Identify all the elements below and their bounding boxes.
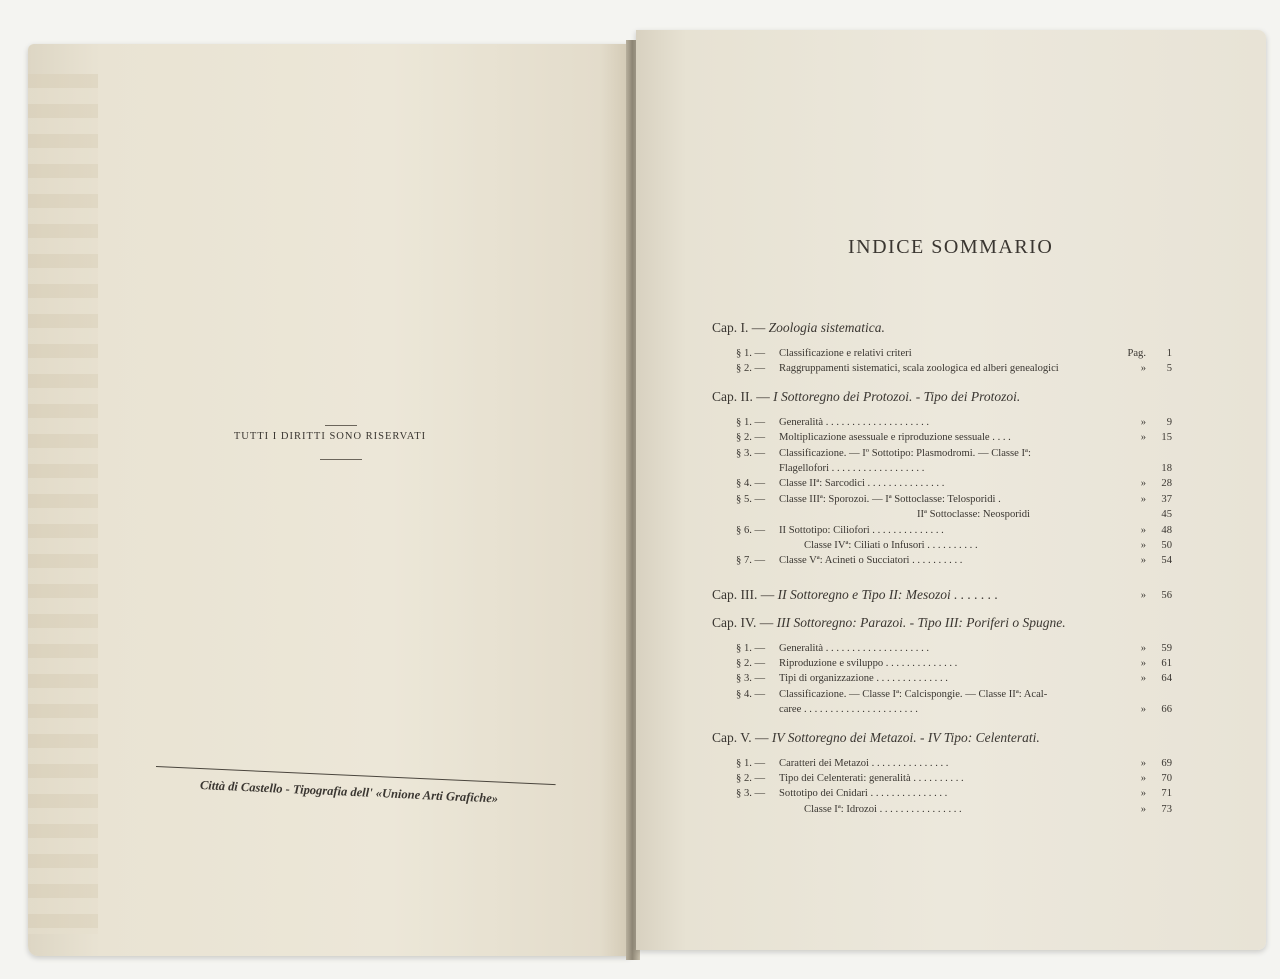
page-prefix: » [1140, 363, 1146, 375]
section-number: § 4. — [736, 688, 766, 700]
section-title: Riproduzione e sviluppo . . . . . . . . . . . . . . [779, 658, 958, 670]
section-title: Classificazione. — Classe Iª: Calcispongie. — Classe IIª: Acal- [779, 688, 1048, 700]
chapter-page-number: 56 [1161, 589, 1172, 601]
page-number: 9 [1166, 416, 1172, 428]
section-number: § 2. — [736, 363, 766, 375]
page-prefix: » [1140, 757, 1146, 769]
chapter-label: Cap. III. — [712, 586, 775, 602]
toc-entry [712, 492, 1172, 507]
section-title: Generalità . . . . . . . . . . . . . . . . . . . . [779, 642, 930, 654]
page-number: 54 [1161, 555, 1172, 567]
toc-entry [712, 786, 1172, 801]
section-title: Classificazione. — Iº Sottotipo: Plasmodromi. — Classe Iª: [779, 447, 1031, 459]
section-number: § 2. — [736, 432, 766, 444]
chapter-title: IV Sottoregno dei Metazoi. - IV Tipo: Celenterati. [771, 729, 1040, 745]
page-prefix: » [1140, 673, 1146, 685]
section-number: § 4. — [736, 478, 766, 490]
toc-entry [712, 553, 1172, 568]
section-number: § 3. — [736, 447, 766, 459]
section-number: § 2. — [736, 658, 766, 670]
page-prefix: » [1140, 788, 1146, 800]
page-number: 15 [1161, 432, 1172, 444]
page-number: 28 [1161, 478, 1172, 490]
toc-chapter [712, 730, 1172, 818]
toc-entry [712, 476, 1172, 491]
toc-entry [712, 641, 1172, 656]
page-prefix: » [1140, 642, 1146, 654]
toc-entry [712, 771, 1172, 786]
show-through-title [250, 200, 284, 274]
section-number: § 6. — [736, 524, 766, 536]
chapter-title: II Sottoregno e Tipo II: Mesozoi . . . . . . . [777, 586, 998, 602]
chapter-title: Zoologia sistematica. [768, 320, 885, 335]
toc-entry [712, 461, 1172, 476]
rights-notice: TUTTI I DIRITTI SONO RISERVATI [233, 431, 427, 442]
section-title: Raggruppamenti sistematici, scala zoologica ed alberi genealogici [779, 363, 1059, 375]
section-number: § 3. — [736, 673, 766, 685]
chapter-label: Cap. I. — [712, 320, 766, 335]
toc-entry [712, 687, 1172, 702]
chapter-heading [712, 389, 1172, 405]
left-page [28, 44, 630, 956]
toc-entry [712, 361, 1172, 376]
toc-entry [712, 346, 1172, 361]
chapter-label: Cap. IV. — [712, 614, 774, 630]
section-title: II Sottotipo: Ciliofori . . . . . . . . . . . . . . [779, 524, 944, 536]
toc-chapter [712, 615, 1172, 718]
section-number: § 3. — [736, 788, 766, 800]
section-number: § 2. — [736, 773, 766, 785]
chapter-heading [712, 587, 1172, 603]
toc-entry [712, 523, 1172, 538]
toc-entry [712, 802, 1172, 817]
section-number: § 7. — [736, 555, 766, 567]
page-prefix: » [1140, 803, 1146, 815]
chapter-heading [712, 730, 1172, 746]
section-title: Classe IIIª: Sporozoi. — Iª Sottoclasse: Telosporidi . [779, 493, 1001, 505]
chapter-title: I Sottoregno dei Protozoi. - Tipo dei Protozoi. [773, 388, 1021, 404]
toc-entry [712, 430, 1172, 445]
chapter-heading [712, 615, 1172, 631]
rights-rule-top [325, 425, 357, 426]
page-number: 69 [1161, 757, 1172, 769]
toc-entry [712, 446, 1172, 461]
page-number: 48 [1161, 524, 1172, 536]
page-prefix: » [1140, 704, 1146, 716]
toc-chapter [712, 389, 1172, 569]
page-prefix: » [1140, 773, 1146, 785]
section-title: Generalità . . . . . . . . . . . . . . . . . . . . [779, 416, 930, 428]
toc-title: INDICE SOMMARIO [848, 236, 1054, 258]
section-title: Caratteri dei Metazoi . . . . . . . . . . . . . . . [779, 757, 949, 769]
page-prefix: » [1140, 539, 1146, 551]
page-prefix: » [1140, 432, 1146, 444]
section-title: Classe IVª: Ciliati o Infusori . . . . . . . . . . [804, 539, 978, 551]
toc-entry [712, 702, 1172, 717]
chapter-heading [712, 320, 1172, 336]
page-number: 37 [1161, 493, 1172, 505]
section-number: § 1. — [736, 757, 766, 769]
toc-entry [712, 415, 1172, 430]
toc-entry [712, 507, 1172, 522]
section-number: § 1. — [736, 416, 766, 428]
toc-entry [712, 656, 1172, 671]
section-number: § 1. — [736, 348, 766, 359]
printer-imprint: Città di Castello - Tipografia dell' «Unione Arti Grafiche» [199, 778, 499, 806]
toc-entry [712, 538, 1172, 553]
page-number: 73 [1161, 803, 1172, 815]
page-number: 59 [1161, 642, 1172, 654]
section-title: Tipi di organizzazione . . . . . . . . . . . . . . [779, 673, 948, 685]
toc-entry [712, 756, 1172, 771]
page-number: 70 [1161, 773, 1172, 785]
section-number: § 5. — [736, 493, 766, 505]
page-number: 45 [1161, 509, 1172, 521]
section-title: Classe Vª: Acineti o Succiatori . . . . . . . . . . [779, 555, 963, 567]
page-number: 5 [1166, 363, 1172, 375]
page-prefix: » [1140, 416, 1146, 428]
rights-rule-bottom [320, 459, 362, 460]
table-of-contents [712, 320, 1172, 829]
toc-chapter [712, 587, 1172, 603]
section-title: Classe Iª: Idrozoi . . . . . . . . . . . . . . . . [804, 803, 962, 815]
section-title: Classificazione e relativi criteri [779, 348, 912, 359]
page-number: 64 [1161, 673, 1172, 685]
page-prefix: Pag. [1127, 348, 1146, 359]
chapter-label: Cap. V. — [712, 729, 769, 745]
chapter-title: III Sottoregno: Parazoi. - Tipo III: Poriferi o Spugne. [776, 614, 1066, 630]
page-number: 1 [1166, 348, 1172, 359]
page-number: 18 [1161, 462, 1172, 474]
section-title: Tipo dei Celenterati: generalità . . . . . . . . . . [779, 773, 964, 785]
section-title: Flagellofori . . . . . . . . . . . . . . . . . . [779, 462, 925, 474]
page-number: 66 [1161, 704, 1172, 716]
chapter-page-prefix: » [1140, 589, 1146, 601]
section-title: Sottotipo dei Cnidari . . . . . . . . . . . . . . . [779, 788, 948, 800]
page-prefix: » [1140, 478, 1146, 490]
section-number: § 1. — [736, 642, 766, 654]
section-title: Classe IIª: Sarcodici . . . . . . . . . . . . . . . [779, 478, 945, 490]
page-prefix: » [1140, 658, 1146, 670]
toc-chapter [712, 320, 1172, 377]
toc-entry [712, 671, 1172, 686]
page-prefix: » [1140, 524, 1146, 536]
page-prefix: » [1140, 493, 1146, 505]
section-title: caree . . . . . . . . . . . . . . . . . . . . . . [779, 704, 918, 716]
page-number: 71 [1161, 788, 1172, 800]
chapter-label: Cap. II. — [712, 388, 770, 404]
page-prefix: » [1140, 555, 1146, 567]
section-title: IIª Sottoclasse: Neosporidi [917, 509, 1030, 521]
worn-page-edge [28, 74, 98, 934]
page-number: 50 [1161, 539, 1172, 551]
section-title: Moltiplicazione asessuale e riproduzione sessuale . . . . [779, 432, 1011, 444]
page-number: 61 [1161, 658, 1172, 670]
